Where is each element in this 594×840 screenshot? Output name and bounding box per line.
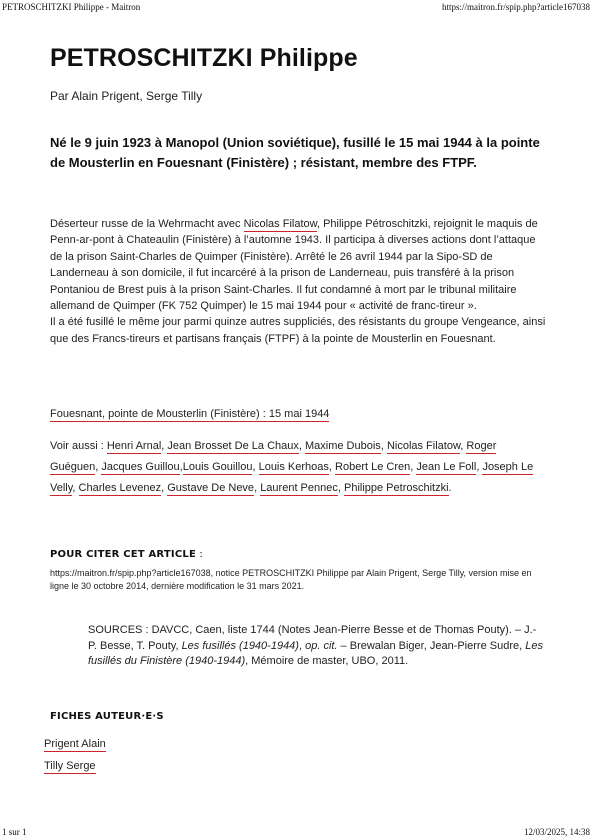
execution-date-line <box>50 406 329 422</box>
see-also-link[interactable]: Robert Le Cren <box>335 461 411 473</box>
see-also-link[interactable]: Jacques Guillou <box>101 461 180 473</box>
see-also-link[interactable]: Maxime Dubois <box>305 440 381 452</box>
see-also-link[interactable]: Joseph Le Velly <box>50 461 534 494</box>
see-also-link[interactable]: Jean Le Foll <box>416 461 477 473</box>
sources: SOURCES : DAVCC, Caen, liste 1744 (Notes Jean-Pierre Besse et de Thomas Pouty). – J.-P. Besse, T. Pouty, Les fusillés (1940-1944), op. cit. – Brewalan Biger, Jean-Pierre Sudre, Les fusillés du Finistère (1940-1944), Mémoire de master, UBO, 2011. <box>88 624 543 667</box>
see-also-link[interactable]: Louis Gouillou <box>182 461 253 473</box>
see-also-link[interactable]: Nicolas Filatow <box>386 440 461 452</box>
see-also-label: Voir aussi : <box>50 440 107 452</box>
see-also-link[interactable]: Charles Levenez <box>78 482 162 494</box>
author-item <box>44 760 96 772</box>
paragraph-1: Déserteur russe de la Wehrmacht avec Nicolas Filatow, Philippe Pétroschitzki, rejoignit le maquis de Penn-ar-pont à Chateaulin (Finistère) à l’automne 1943. Il participa à diverses actions dont l’attaque de la prison Saint-Charles de Quimper (Finistère). Arrêté le 26 avril 1944 par la Sipo-SD de Landerneau à son domicile, il fut incarcéré à la prison de Landerneau, puis transféré à la prison Pontaniou de Brest puis à la prison Saint-Charles. Il fut condamné à mort par le tribunal militaire allemand de Quimper (FK 752 Quimper) le 15 mai 1944 pour « activité de franc-tireur ». <box>50 218 538 313</box>
byline: Par Alain Prigent, Serge Tilly <box>50 89 203 103</box>
link-nicolas-filatow[interactable]: Nicolas Filatow <box>243 218 317 230</box>
paragraph-2: Il a été fusillé le même jour parmi quinze autres suppliciés, des résistants du groupe Vengeance, ainsi que des Francs-tireurs et partisans français (FTPF) à la pointe de Mousterlin en Fouesnant. <box>50 316 546 345</box>
author-item <box>44 738 106 750</box>
author-link-tilly[interactable]: Tilly Serge <box>44 760 96 772</box>
print-page-count: 1 sur 1 <box>2 827 27 837</box>
cite-heading: POUR CITER CET ARTICLE : <box>50 549 203 560</box>
see-also-link[interactable]: Henri Arnal <box>106 440 162 452</box>
see-also-link[interactable]: Laurent Pennec <box>260 482 338 494</box>
print-datetime: 12/03/2025, 14:38 <box>523 827 590 837</box>
see-also-link[interactable]: Jean Brosset De La Chaux <box>167 440 299 452</box>
see-also-link[interactable]: Gustave De Neve <box>167 482 255 494</box>
execution-place-date-link[interactable]: Fouesnant, pointe de Mousterlin (Finistère) : 15 mai 1944 <box>50 408 330 420</box>
article-summary: Né le 9 juin 1923 à Manopol (Union soviétique), fusillé le 15 mai 1944 à la pointe de Mousterlin en Fouesnant (Finistère) ; résistant, membre des FTPF. <box>50 135 540 170</box>
cite-text: https://maitron.fr/spip.php?article167038, notice PETROSCHITZKI Philippe par Alain Prigent, Serge Tilly, version mise en ligne le 30 octobre 2014, dernière modification le 31 mars 2021. <box>50 568 532 591</box>
page-title: PETROSCHITZKI Philippe <box>50 44 358 72</box>
article-body <box>50 216 550 347</box>
see-also: Voir aussi : Henri Arnal, Jean Brosset De La Chaux, Maxime Dubois, Nicolas Filatow, Roger Guéguen, Jacques Guillou,Louis Gouillou, Louis Kerhoas, Robert Le Cren, Jean Le Foll, Joseph Le Velly, Charles Levenez, Gustave De Neve, Laurent Pennec, Philippe Petroschitzki. <box>50 440 534 494</box>
print-url: https://maitron.fr/spip.php?article167038 <box>442 2 590 12</box>
see-also-link[interactable]: Roger Guéguen <box>50 440 497 473</box>
author-link-prigent[interactable]: Prigent Alain <box>44 738 106 750</box>
see-also-link[interactable]: Philippe Petroschitzki <box>343 482 449 494</box>
author-files-heading: FICHES AUTEUR·E·S <box>50 711 164 722</box>
print-page-title: PETROSCHITZKI Philippe - Maitron <box>2 2 141 12</box>
see-also-link[interactable]: Louis Kerhoas <box>258 461 329 473</box>
